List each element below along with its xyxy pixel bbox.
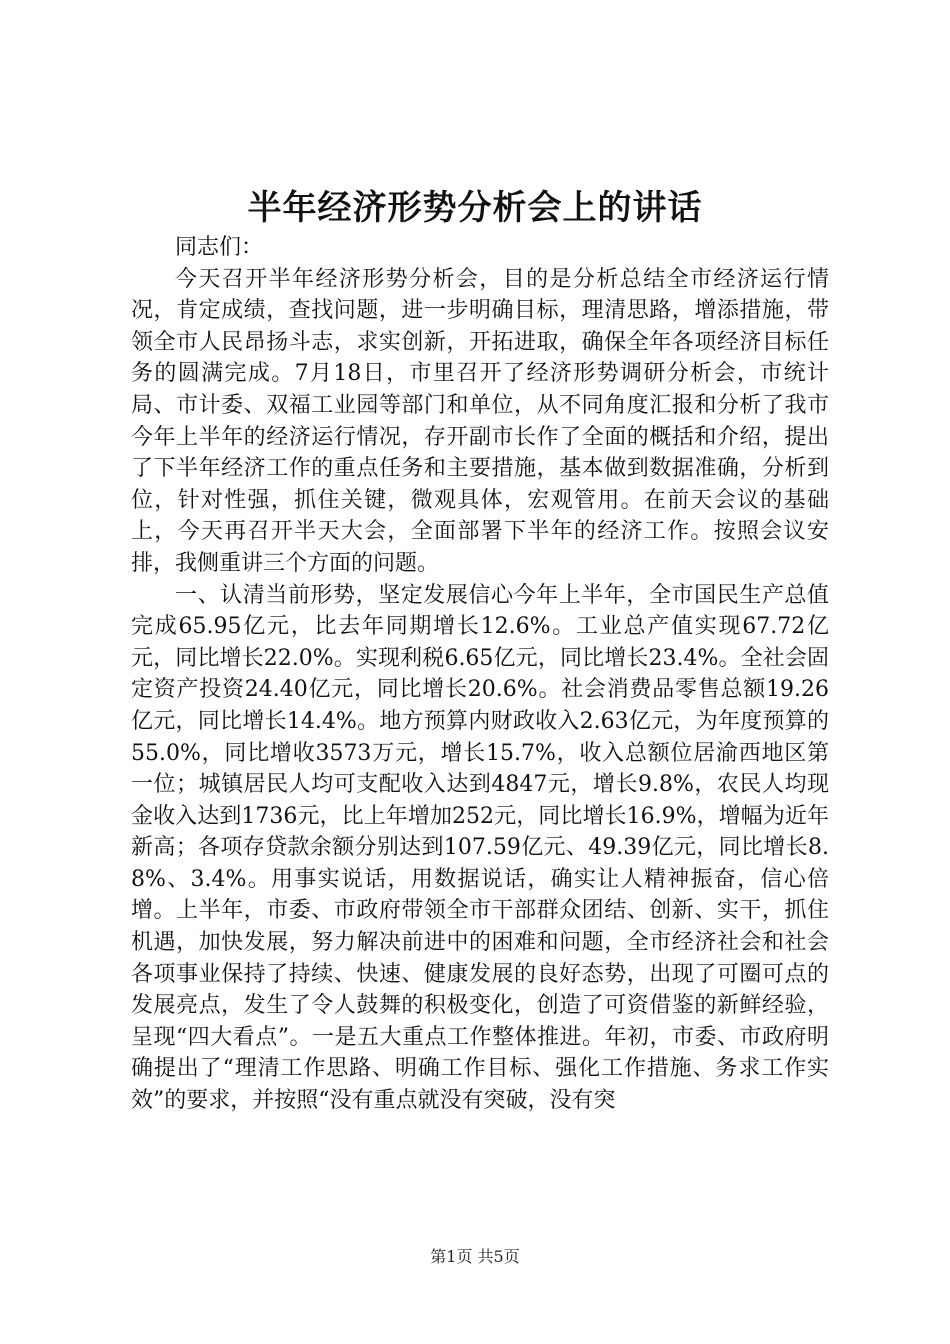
document-title: 半年经济形势分析会上的讲话	[247, 188, 703, 228]
page-footer	[0, 1245, 950, 1269]
paragraph-section-one: 一、认清当前形势，坚定发展信心今年上半年，全市国民生产总值完成65.95亿元，比去年同期增长12.6%。工业总产值实现67.72亿元，同比增长22.0%。实现利税6.65亿元，同比增长23.4%。全社会固定资产投资24.40亿元，同比增长20.6%。社会消费品零售总额19.26亿元，同比增长14.4%。地方预算内财政收入2.63亿元，为年度预算的55.0%，同比增收3573万元，增长15.7%，收入总额位居渝西地区第一位；城镇居民人均可支配收入达到4847元，增长9.8%，农民人均现金收入达到1736元，比上年增加252元，同比增长16.9%，增幅为近年新高；各项存贷款余额分别达到107.59亿元、49.39亿元，同比增长8.8%、3.4%。用事实说话，用数据说话，确实让人精神振奋，信心倍增。上半年，市委、市政府带领全市干部群众团结、创新、实干，抓住机遇，加快发展，努力解决前进中的困难和问题，全市经济社会和社会各项事业保持了持续、快速、健康发展的良好态势，出现了可圈可点的发展亮点，发生了令人鼓舞的积极变化，创造了可资借鉴的新鲜经验，呈现“四大看点”。一是五大重点工作整体推进。年初，市委、市政府明确提出了“理清工作思路、明确工作目标、强化工作措施、务求工作实效”的要求，并按照“没有重点就没有突破，没有突	[131, 582, 829, 1114]
paragraph-intro: 今天召开半年经济形势分析会，目的是分析总结全市经济运行情况，肯定成绩，查找问题，进一步明确目标，理清思路，增添措施，带领全市人民昂扬斗志，求实创新，开拓进取，确保全年各项经济目标任务的圆满完成。7月18日，市里召开了经济形势调研分析会，市统计局、市计委、双福工业园等部门和单位，从不同角度汇报和分析了我市今年上半年的经济运行情况，存开副市长作了全面的概括和介绍，提出了下半年经济工作的重点任务和主要措施，基本做到数据准确，分析到位，针对性强，抓住关键，微观具体，宏观管用。在前天会议的基础上，今天再召开半天大会，全面部署下半年的经济工作。按照会议安排，我侧重讲三个方面的问题。	[131, 266, 829, 576]
salutation: 同志们：	[175, 235, 264, 260]
page-number: 第1页 共5页	[430, 1247, 520, 1266]
document-body	[131, 232, 829, 1117]
